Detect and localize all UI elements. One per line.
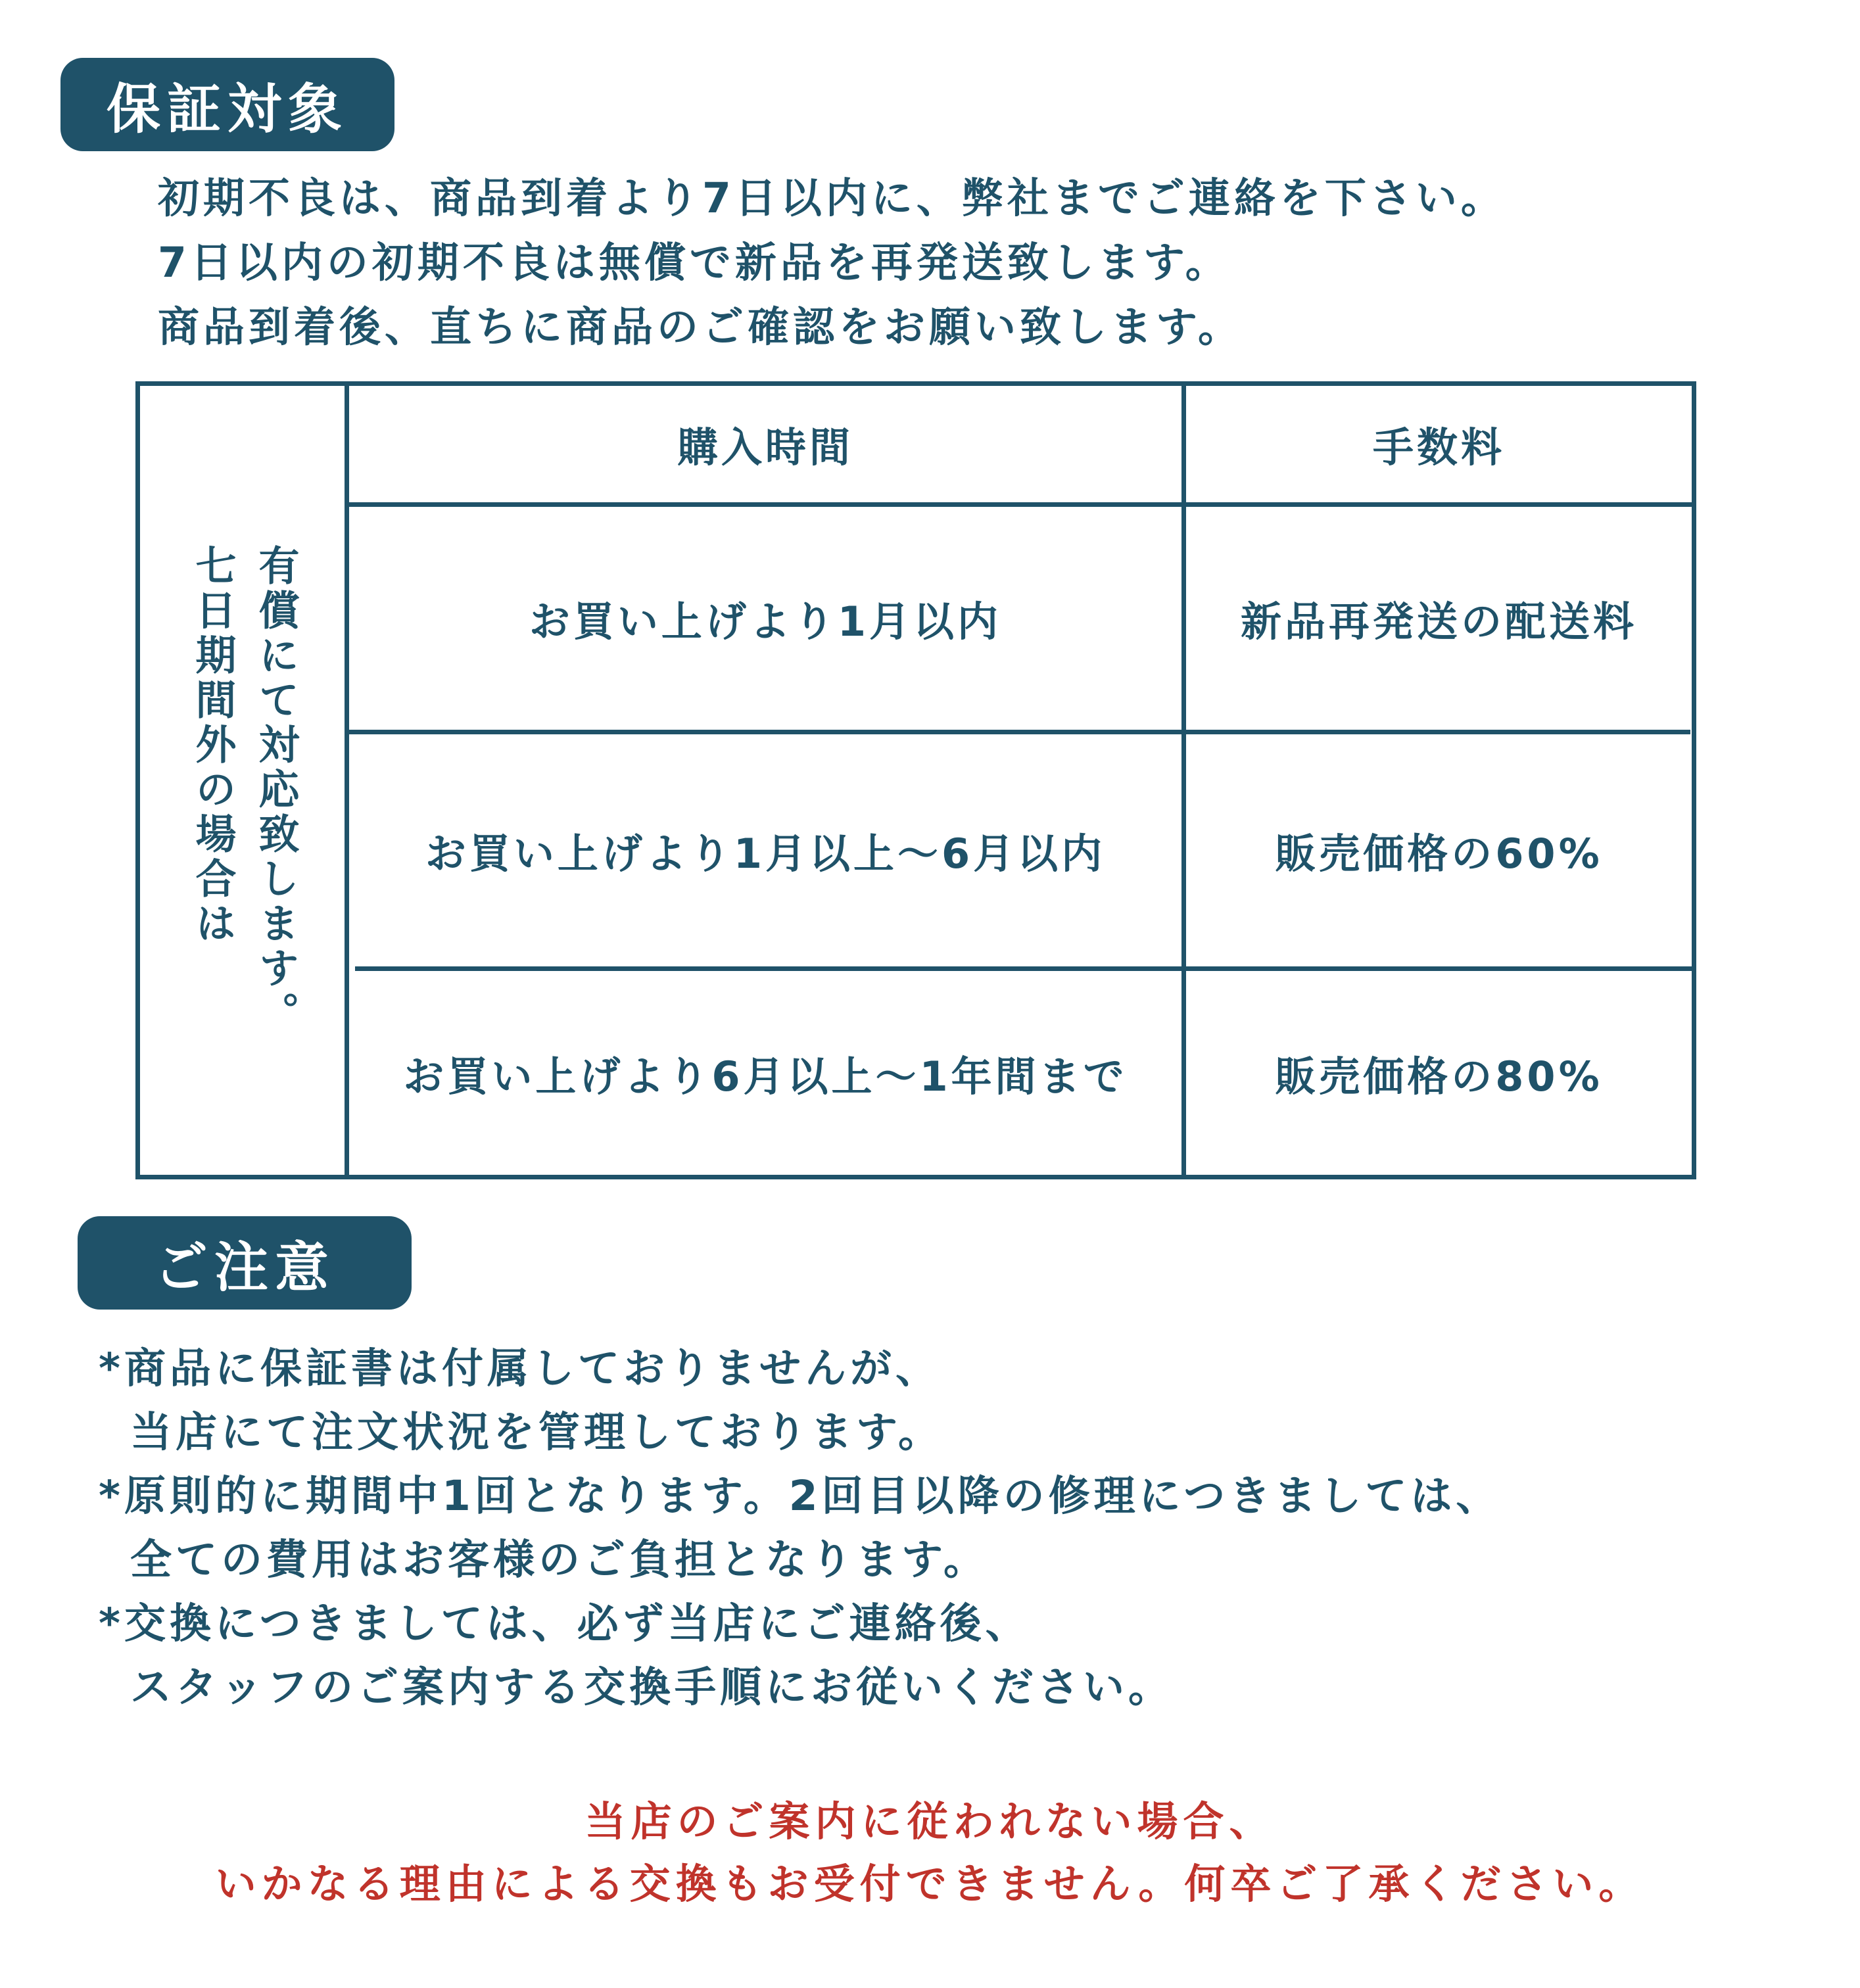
notice-line-5: *交換につきましては、必ず当店にご連絡後、 [99, 1599, 1031, 1647]
table-divider-header [349, 502, 1696, 507]
warning-line-2: いかなる理由による交換もお受付できません。何卒ご了承ください。 [215, 1860, 1645, 1908]
notice-line-3: *原則的に期間中1回となります。2回目以降の修理につきましては、 [99, 1472, 1502, 1520]
warranty-line-2: 7日以内の初期不良は無償で新品を再発送致します。 [158, 239, 1231, 287]
notice-heading: ご注意 [78, 1216, 412, 1310]
warranty-line-3: 商品到着後、直ちに商品のご確認をお願い致します。 [158, 303, 1243, 351]
warranty-heading: 保証対象 [60, 58, 394, 151]
notice-line-6: スタッフのご案内する交換手順にお従いください。 [130, 1663, 1174, 1711]
notice-line-2: 当店にて注文状況を管理しております。 [130, 1408, 943, 1456]
table-divider-side [345, 381, 349, 1179]
table-side-label-paid: 有償にて対応致します。 [252, 544, 300, 1036]
table-header-fee: 手数料 [1372, 423, 1505, 471]
warning-line-1: 当店のご案内に従われない場合、 [584, 1797, 1276, 1845]
notice-line-4: 全ての費用はお客様のご負担となります。 [130, 1536, 989, 1584]
table-row-1-fee: 新品再発送の配送料 [1240, 598, 1637, 646]
table-divider-fee [1181, 381, 1186, 1179]
table-row-1-period: お買い上げより1月以内 [529, 598, 1002, 646]
table-side-label-outside: 七日期間外の場合は [189, 544, 237, 947]
table-row-3-period: お買い上げより6月以上〜1年間まで [403, 1052, 1128, 1100]
table-row-2-period: お買い上げより1月以上〜6月以内 [425, 830, 1106, 878]
table-row-3-fee: 販売価格の80% [1275, 1052, 1603, 1100]
warranty-line-1: 初期不良は、商品到着より7日以内に、弊社までご連絡を下さい。 [158, 174, 1506, 222]
table-header-period: 購入時間 [677, 423, 853, 471]
table-row-2-fee: 販売価格の60% [1275, 830, 1603, 878]
notice-line-1: *商品に保証書は付属しておりませんが、 [99, 1344, 941, 1392]
table-divider-row1 [349, 730, 1690, 734]
table-divider-row2 [355, 966, 1696, 971]
